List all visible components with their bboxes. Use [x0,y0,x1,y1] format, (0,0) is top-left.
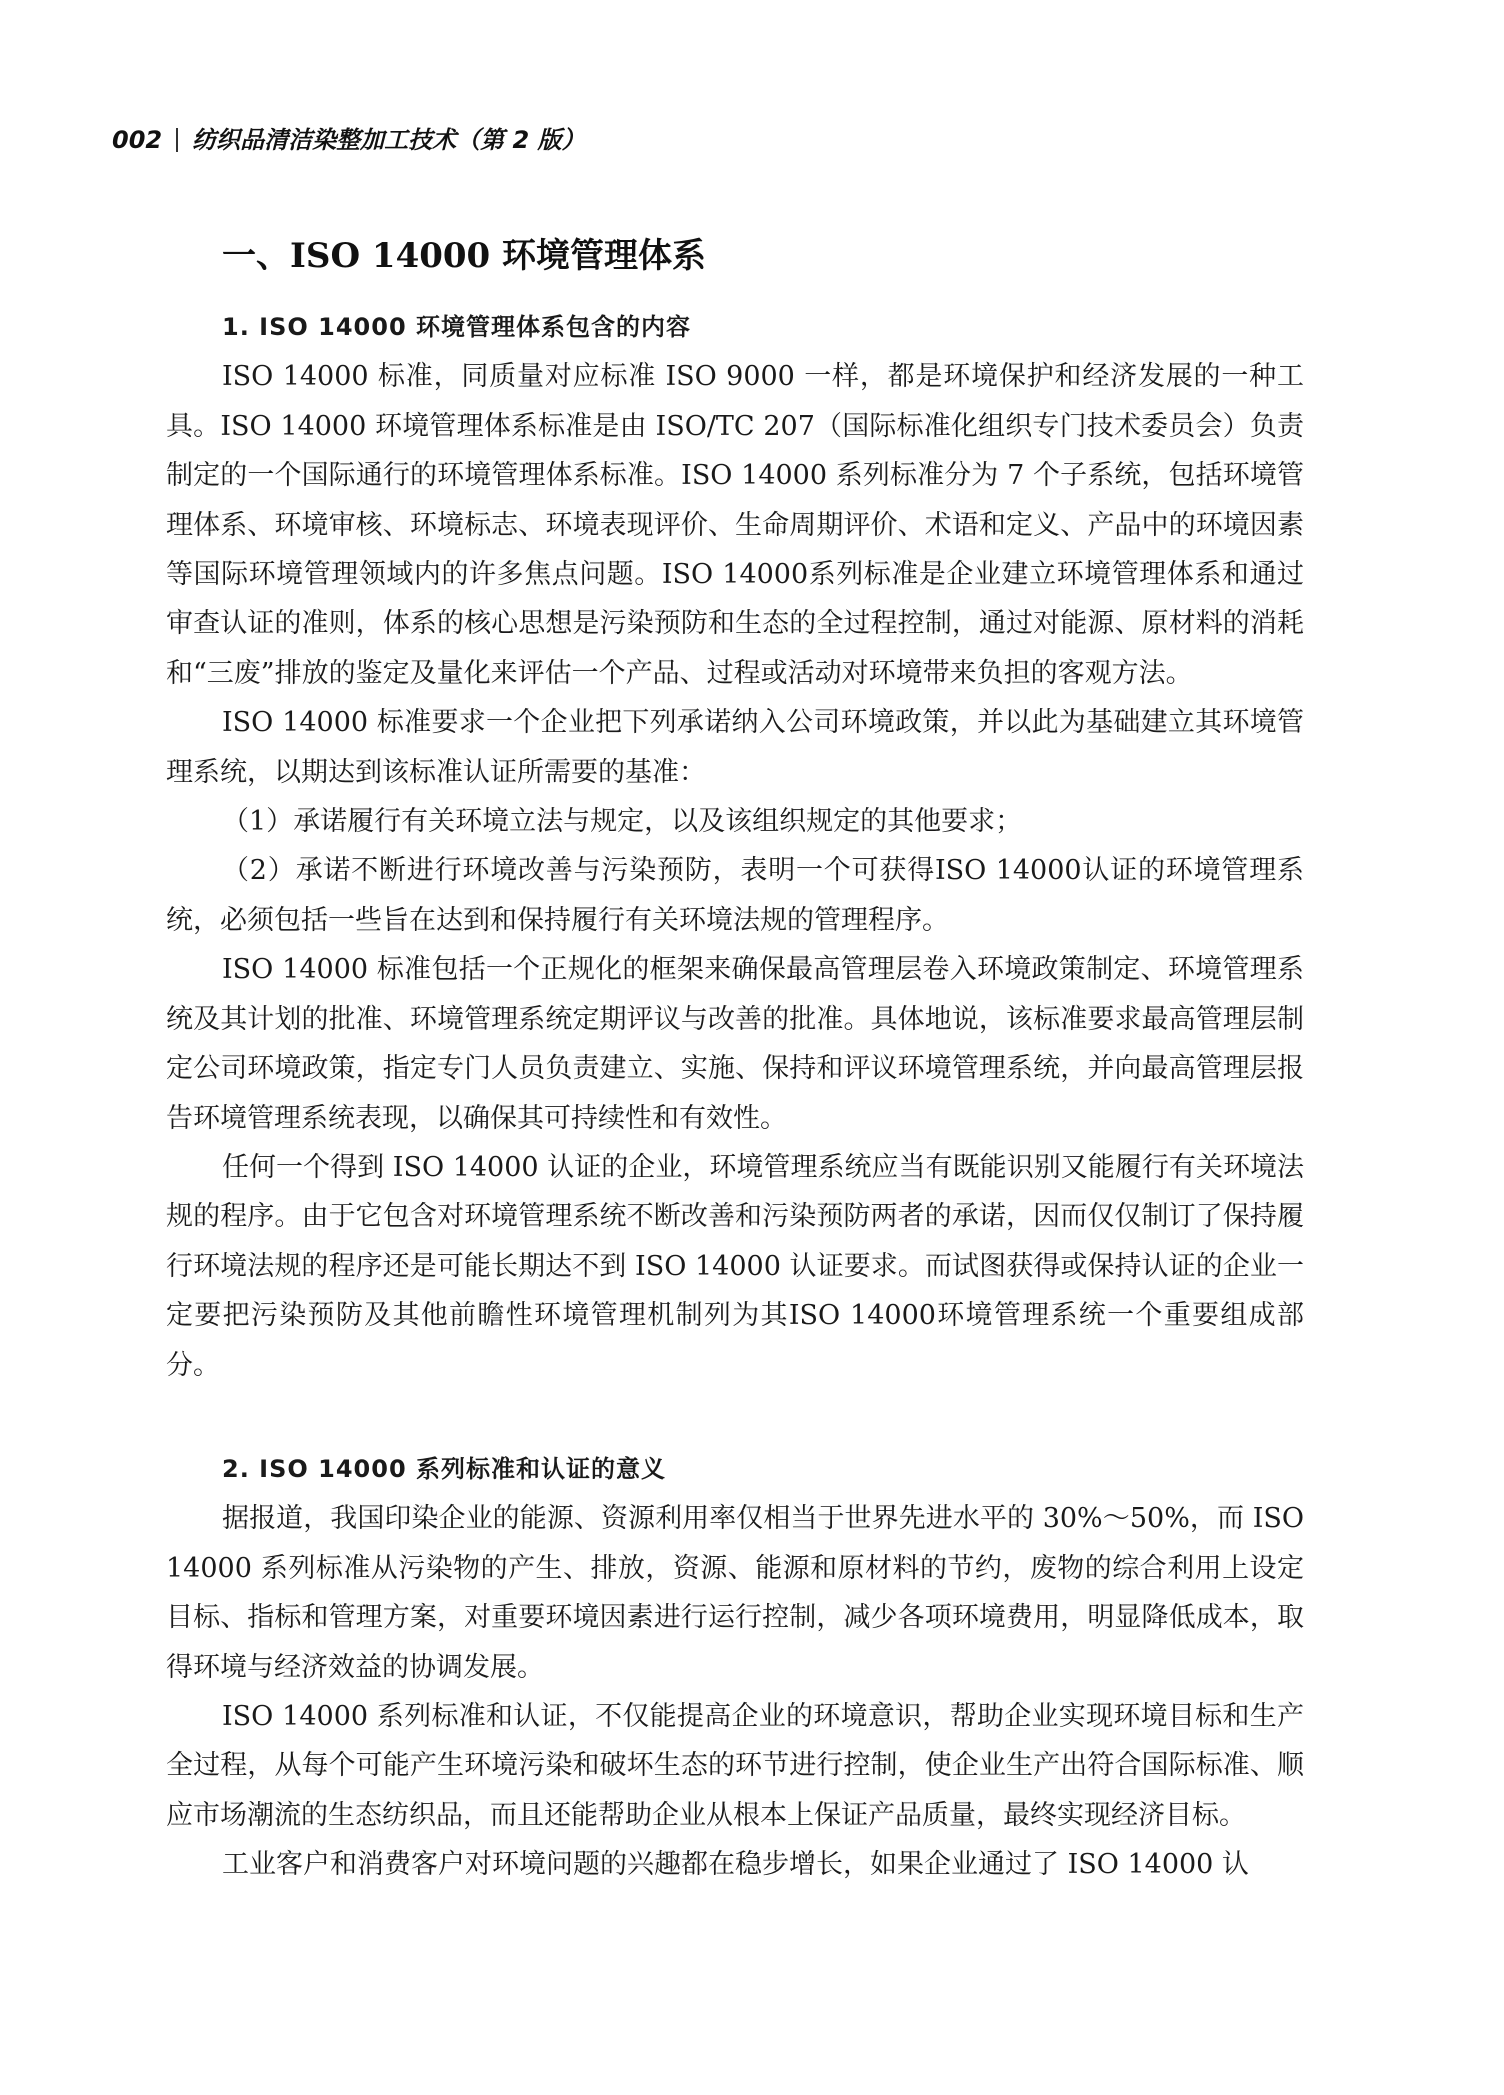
list-item: （1）承诺履行有关环境立法与规定，以及该组织规定的其他要求； [222,806,1023,838]
section-title: 一、ISO 14000 环境管理体系 [222,236,707,276]
subsection-1 [166,303,1304,1390]
paragraph: 任何一个得到 ISO 14000 认证的企业，环境管理系统应当有既能识别又能履行有关环境法规的程序。由于它包含对环境管理系统不断改善和污染预防两者的承诺，因而仅仅制订了保持履行环境法规的程序还是可能长期达不到 ISO 14000 认证要求。而试图获得或保持认证的企业一定要把污染预防及其他前瞻性环境管理机制列为其ISO 14000环境管理系统一个重要组成部分。 [166,1151,1304,1381]
paragraph: 据报道，我国印染企业的能源、资源利用率仅相当于世界先进水平的 30%～50%，而 ISO 14000 系列标准从污染物的产生、排放，资源、能源和原材料的节约，废物的综合利用上设定目标、指标和管理方案，对重要环境因素进行运行控制，减少各项环境费用，明显降低成本，取得环境与经济效益的协调发展。 [166,1503,1304,1683]
paragraph: ISO 14000 标准，同质量对应标准 ISO 9000 一样，都是环境保护和经济发展的一种工具。ISO 14000 环境管理体系标准是由 ISO/TC 207（国际标准化组织专门技术委员会）负责制定的一个国际通行的环境管理体系标准。ISO 14000 系列标准分为 7 个子系统，包括环境管理体系、环境审核、环境标志、环境表现评价、生命周期评价、术语和定义、产品中的环境因素等国际环境管理领域内的许多焦点问题。ISO 14000系列标准是企业建立环境管理体系和通过审查认证的准则，体系的核心思想是污染预防和生态的全过程控制，通过对能源、原材料的消耗和“三废”排放的鉴定及量化来评估一个产品、过程或活动对环境带来负担的客观方法。 [166,361,1304,689]
paragraph: ISO 14000 标准包括一个正规化的框架来确保最高管理层卷入环境政策制定、环境管理系统及其计划的批准、环境管理系统定期评议与改善的批准。具体地说，该标准要求最高管理层制定公司环境政策，指定专门人员负责建立、实施、保持和评议环境管理系统，并向最高管理层报告环境管理系统表现，以确保其可持续性和有效性。 [166,954,1304,1134]
paragraph: 工业客户和消费客户对环境问题的兴趣都在稳步增长，如果企业通过了 ISO 14000 认 [222,1849,1249,1881]
subsection-2-heading: 2. ISO 14000 系列标准和认证的意义 [222,1455,666,1483]
running-header [112,120,586,155]
page-number: 002 [112,126,163,154]
paragraph: ISO 14000 标准要求一个企业把下列承诺纳入公司环境政策，并以此为基础建立其环境管理系统，以期达到该标准认证所需要的基准： [166,707,1304,788]
header-separator [176,128,178,152]
list-item: （2）承诺不断进行环境改善与污染预防，表明一个可获得ISO 14000认证的环境管理系统，必须包括一些旨在达到和保持履行有关环境法规的管理程序。 [166,855,1304,936]
paragraph: ISO 14000 系列标准和认证，不仅能提高企业的环境意识，帮助企业实现环境目标和生产全过程，从每个可能产生环境污染和破坏生态的环节进行控制，使企业生产出符合国际标准、顺应市场潮流的生态纺织品，而且还能帮助企业从根本上保证产品质量，最终实现经济目标。 [166,1701,1304,1831]
book-title: 纺织品清洁染整加工技术（第 2 版） [192,126,586,154]
subsection-2 [166,1445,1304,1890]
subsection-1-heading: 1. ISO 14000 环境管理体系包含的内容 [222,313,691,341]
